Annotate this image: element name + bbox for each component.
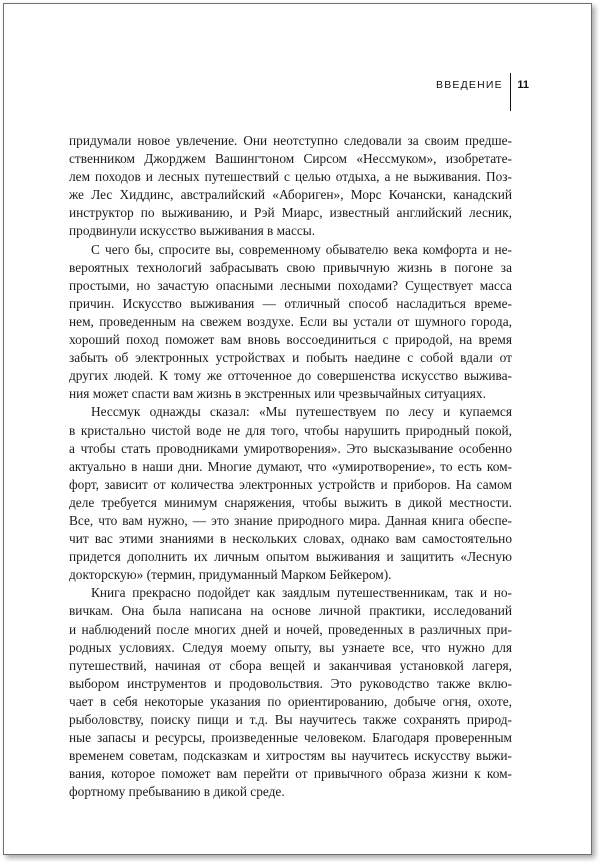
text-line: причин. Искусство выживания — отличный способ насладиться време- [69,295,512,311]
text-line: других людей. К тому же отточенное до совершенства искусство выжива- [69,368,512,384]
text-line: временем советам, подсказкам и хитростям вы научитесь искусству выжи- [69,748,512,764]
text-line: Все, что вам нужно, — это знание природного мира. Данная книга обеспе- [69,512,512,528]
text-line: ные запасы и ресурсы, произведенные человеком. Благодаря проверенным [69,730,512,746]
text-line: придумали новое увлечение. Они неотступно следовали за своим предше- [69,133,512,148]
book-page [3,3,592,855]
text-line: в кристально чистой воде не для того, чтобы нарушить природный покой, [69,422,512,438]
text-line: хороший поход поможет вам вновь воссоединиться с природой, на время [69,332,512,348]
text-line: рыболовству, поиску пищи и т.д. Вы научитесь также сохранять природ- [69,712,512,727]
paragraph [69,403,512,584]
text-line: родных условиях. Следуя моему опыту, вы узнаете все, что нужно для [69,639,512,655]
text-line: же Лес Хиддинс, австралийский «Абориген», Морс Кочански, канадский [69,187,512,203]
paragraph [69,132,512,241]
text-line: продвинули искусство выживания в массы. [69,223,316,239]
paragraph [69,584,512,801]
text-line: и наблюдений после многих дней и ночей, проведенных в различных при- [69,621,512,637]
text-line: нем, проведенным на свежем воздухе. Если вы устали от шумного города, [69,313,512,329]
text-line: а чтобы стать проводниками умиротворения». Это высказывание особенно [69,440,512,456]
text-line: фортному пребыванию в дикой среде. [69,784,285,800]
text-line: Книга прекрасно подойдет как заядлым путешественникам, так и но- [91,585,512,601]
text-line: выбором инструментов и продовольствия. Это руководство также вклю- [69,675,512,691]
text-line: С чего бы, спросите вы, современному обывателю века комфорта и не- [91,241,512,257]
text-line: придется дополнить их личным опытом выживания и защитить «Лесную [69,549,512,565]
text-line: путешествий, начиная от сбора вещей и заканчивая установкой лагеря, [69,657,512,673]
page-number: 11 [517,79,529,91]
text-line: забыть об электронных устройствах и побыть наедине с собой вдали от [69,350,512,366]
text-line: форт, зависит от количества электронных устройств и приборов. На самом [69,476,512,492]
text-line: вичкам. Она была написана на основе личной практики, исследований [69,603,512,619]
text-line: Нессмук однажды сказал: «Мы путешествуем по лесу и купаемся [91,404,512,420]
text-line: ния может спасти вам жизнь в экстренных или чрезвычайных ситуациях. [69,386,486,402]
text-line: чит вас этими знаниями в нескольких словах, однако вам самостоятельно [69,531,512,547]
text-line: простыми, но зачастую опасными лесными походами? Существует масса [69,277,512,293]
text-line: инструктор по выживанию, и Рэй Миарс, известный английский лесник, [69,205,512,221]
section-title: ВВЕДЕНИЕ [436,79,503,91]
text-line: лем походов и лесных путешествий с целью отдыха, а не выживания. Поз- [69,169,512,185]
body-text [69,132,512,801]
text-line: актуально в наши дни. Многие думают, что «умиротворение», то есть ком- [69,458,512,474]
text-line: чает в себя некоторые указания по ориентированию, добыче огня, охоте, [69,693,512,709]
text-line: вероятных технологий забрасывать свою привычную жизнь в погоне за [69,259,512,275]
running-header [436,73,529,113]
text-line: ственником Джорджем Вашингтоном Сирсом «Нессмуком», изобретате- [69,151,512,167]
text-line: докторскую» (термин, придуманный Марком Бейкером). [69,567,392,583]
text-line: деле требуется минимум снаряжения, чтобы выжить в дикой местности. [69,494,512,510]
text-line: вания, которое поможет вам перейти от привычного образа жизни к ком- [69,766,512,782]
paragraph [69,241,512,404]
